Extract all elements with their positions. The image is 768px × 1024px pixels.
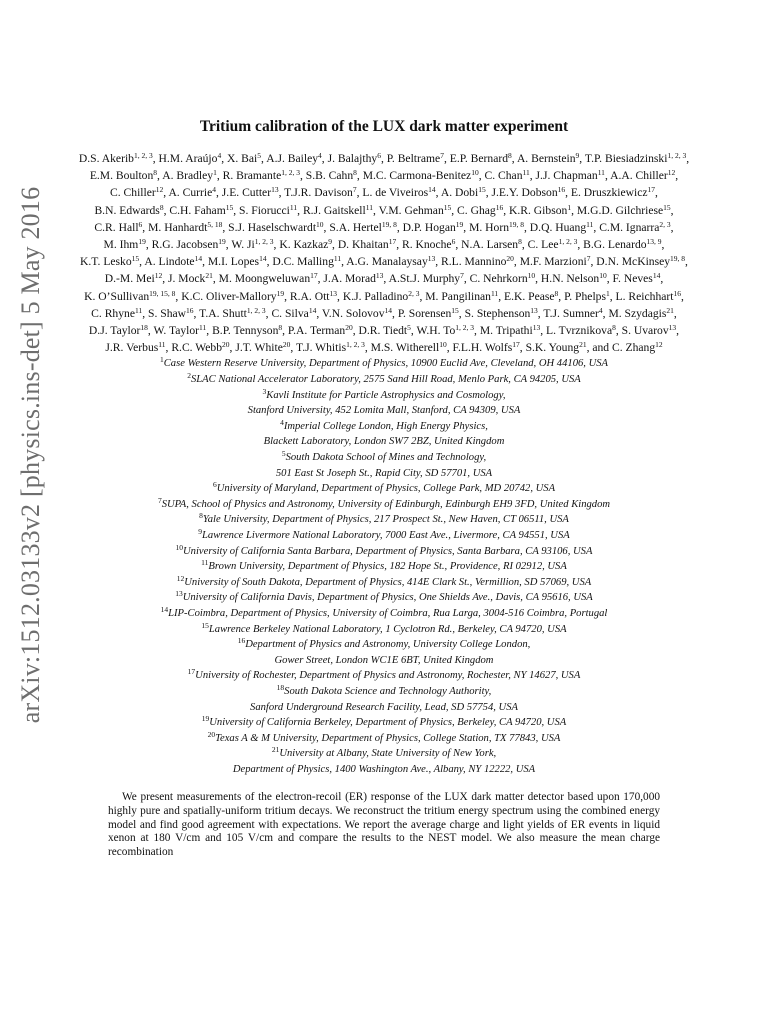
author-name: W. Taylor$^{11}$ (153, 323, 207, 338)
author-affiliation-marker: 4 (318, 151, 322, 160)
author-affiliation-marker: 11 (289, 202, 298, 212)
author-affiliation-marker: 1, 2, 3 (455, 323, 475, 333)
affiliation-text: University of California Davis, Department of Physics, One Shields Ave., Davis, CA 95616, USA (182, 592, 593, 604)
author-affiliation-marker: 12 (154, 271, 163, 281)
affiliation-number: 6 (212, 480, 217, 490)
author-affiliation-marker: 16 (673, 288, 681, 298)
author-name: D.Q. Huang$^{11}$ (529, 219, 594, 234)
author-name: M. Ihm$^{19}$ (103, 237, 146, 252)
author-name: K.J. Palladino$^{2, 3}$ (342, 288, 420, 303)
author-name: J.E. Cutter$^{13}$ (221, 185, 279, 200)
author-affiliation-marker: 16 (495, 202, 504, 212)
author-affiliation-marker: 20 (345, 323, 353, 333)
author-affiliation-marker: 8 (278, 323, 283, 333)
author-affiliation-marker: 1, 2, 3 (346, 340, 365, 350)
author-affiliation-marker: 10 (527, 271, 536, 281)
author-name: C. Silva$^{14}$ (271, 305, 317, 320)
affiliation-line (76, 700, 692, 716)
affiliation-number: 19 (201, 714, 210, 724)
affiliation-line (76, 684, 692, 700)
author-name: A.J. Bailey$^4$ (266, 151, 322, 165)
author-affiliation-marker: 13 (375, 271, 384, 281)
affiliation-text: Yale University, Department of Physics, 217 Prospect St., New Haven, CT 06511, USA (202, 514, 569, 526)
affiliation-line (76, 544, 692, 560)
author-name: K.T. Lesko$^{15}$ (80, 254, 140, 269)
author-name: S.J. Haselschwardt$^{10}$ (228, 219, 324, 234)
author-affiliation-marker: 2, 3 (659, 219, 671, 229)
author-name: H.M. Araújo$^4$ (158, 151, 222, 165)
author-affiliation-marker: 10 (439, 340, 447, 350)
author-name: S. Fiorucci$^{11}$ (239, 202, 298, 217)
author-name: M.F. Marzioni$^7$ (519, 254, 591, 269)
author-affiliation-marker: 5, 18 (207, 219, 223, 229)
author-name: T.J. Whitis$^{1, 2, 3}$ (295, 340, 365, 355)
author-affiliation-marker: 12 (655, 340, 663, 350)
affiliation-text: University of Rochester, Department of Physics and Astronomy, Rochester, NY 14627, USA (195, 670, 581, 682)
author-affiliation-marker: 11 (490, 288, 499, 298)
affiliation-text: SUPA, School of Physics and Astronomy, University of Edinburgh, Edinburgh EH9 3FD, United Kingdom (161, 498, 611, 510)
author-affiliation-marker: 19 (138, 237, 146, 247)
author-affiliation-marker: 19, 8 (381, 219, 397, 229)
affiliation-number: 14 (160, 604, 169, 614)
author-affiliation-marker: 15 (478, 185, 486, 195)
affiliation-text: Sanford Underground Research Facility, Lead, SD 57754, USA (250, 701, 518, 713)
author-affiliation-marker: 9 (575, 151, 580, 160)
affiliation-line (76, 466, 692, 482)
author-name: A. Bradley$^1$ (162, 168, 217, 183)
author-name: A.St.J. Murphy$^7$ (388, 271, 464, 286)
author-affiliation-marker: 8 (554, 288, 559, 298)
affiliation-line (76, 356, 692, 372)
affiliation-line (76, 575, 692, 591)
author-affiliation-marker: 19 (218, 237, 226, 247)
affiliation-text: Department of Physics, 1400 Washington Ave., Albany, NY 12222, USA (232, 763, 536, 775)
affiliation-line (76, 528, 692, 544)
author-name: N.A. Larsen$^8$ (461, 237, 522, 252)
affiliation-text: University of California Santa Barbara, Department of Physics, Santa Barbara, CA 93106, USA (183, 545, 593, 557)
author-name: C. Rhyne$^{11}$ (91, 305, 143, 320)
author-name: M. Pangilinan$^{11}$ (425, 288, 499, 303)
author-name: L. Reichhart$^{16}$ (615, 288, 681, 303)
author-name: A. Lindote$^{14}$ (144, 254, 203, 269)
author-affiliation-marker: 11 (597, 168, 605, 178)
affiliation-line (76, 388, 692, 404)
author-name: E.M. Boulton$^8$ (89, 168, 158, 183)
author-name: E.P. Bernard$^8$ (449, 151, 512, 165)
author-name: E. Druszkiewicz$^{17}$ (570, 185, 656, 200)
affiliation-number: 9 (198, 526, 202, 536)
affiliation-text: Imperial College London, High Energy Physics, (283, 420, 488, 432)
author-name: A. Bernstein$^9$ (516, 151, 580, 165)
affiliation-number: 1 (159, 355, 164, 365)
author-affiliation-marker: 7 (440, 151, 444, 160)
author-name: and C. Zhang$^{12}$ (592, 340, 663, 355)
author-affiliation-marker: 18 (140, 323, 148, 333)
affiliation-text: Department of Physics and Astronomy, University College London, (245, 639, 531, 651)
author-affiliation-marker: 17 (512, 340, 520, 350)
author-name: T.J.R. Davison$^7$ (284, 185, 357, 200)
author-name: T.J. Sumner$^4$ (543, 305, 603, 320)
author-affiliation-marker: 1 (567, 202, 572, 212)
author-name: P. Sorensen$^{15}$ (397, 305, 459, 320)
author-affiliation-marker: 14 (428, 185, 436, 195)
author-affiliation-marker: 15 (131, 254, 140, 264)
author-affiliation-marker: 11 (134, 305, 143, 315)
author-affiliation-marker: 11 (522, 168, 530, 178)
author-affiliation-marker: 15 (451, 305, 459, 315)
author-affiliation-marker: 6 (138, 219, 143, 229)
affiliation-text: Lawrence Berkeley National Laboratory, 1 Cyclotron Rd., Berkeley, CA 94720, USA (208, 623, 567, 635)
author-affiliation-marker: 7 (352, 185, 357, 195)
affiliation-line (76, 512, 692, 528)
affiliation-number: 4 (280, 417, 284, 427)
author-name: R.C. Webb$^{20}$ (171, 340, 230, 355)
author-affiliation-marker: 19, 8 (509, 219, 524, 229)
affiliation-number: 15 (201, 620, 209, 630)
author-affiliation-marker: 14 (384, 305, 393, 315)
author-name: A.A. Chiller$^{12}$ (610, 168, 676, 183)
author-affiliation-marker: 17 (388, 237, 397, 247)
author-name: X. Bai$^5$ (227, 151, 262, 165)
affiliation-number: 20 (207, 729, 216, 739)
author-name: J.T. White$^{20}$ (235, 340, 291, 355)
affiliation-text: Case Western Reserve University, Department of Physics, 10900 Euclid Ave, Cleveland, OH 44106, USA (163, 358, 608, 370)
author-affiliation-marker: 5 (407, 323, 411, 333)
author-affiliation-marker: 19 (455, 219, 464, 229)
author-name: F.L.H. Wolfs$^{17}$ (452, 340, 520, 355)
affiliation-text: Brown University, Department of Physics, 182 Hope St., Providence, RI 02912, USA (208, 561, 567, 573)
author-name: L. Tvrznikova$^8$ (545, 323, 616, 338)
author-affiliation-marker: 8 (353, 168, 357, 178)
author-affiliation-marker: 12 (155, 185, 164, 195)
author-affiliation-marker: 13 (329, 288, 338, 298)
author-name: C. Chan$^{11}$ (484, 168, 530, 183)
author-name: A.G. Manalaysay$^{13}$ (346, 254, 436, 269)
affiliation-text: SLAC National Accelerator Laboratory, 2575 Sand Hill Road, Menlo Park, CA 94205, USA (190, 374, 581, 386)
author-name: J. Mock$^{21}$ (168, 271, 213, 286)
affiliation-number: 8 (199, 511, 203, 521)
author-affiliation-marker: 16 (186, 305, 194, 315)
author-affiliation-marker: 10 (471, 168, 479, 178)
author-affiliation-marker: 8 (612, 323, 616, 333)
author-affiliation-marker: 15 (443, 202, 452, 212)
author-affiliation-marker: 19, 8 (670, 254, 686, 264)
author-name: D.-M. Mei$^{12}$ (104, 271, 163, 286)
arxiv-stamp (12, 186, 50, 724)
author-name: S. Stephenson$^{13}$ (464, 305, 538, 320)
author-name: E.K. Pease$^8$ (503, 288, 559, 303)
affiliation-list (76, 356, 692, 777)
affiliation-line (76, 497, 692, 513)
author-affiliation-marker: 11 (199, 323, 207, 333)
affiliation-number: 7 (157, 495, 162, 505)
affiliation-text: University of Maryland, Department of Physics, College Park, MD 20742, USA (216, 483, 556, 495)
author-name: D.N. McKinsey$^{19, 8}$ (596, 254, 686, 269)
author-name: J.J. Chapman$^{11}$ (535, 168, 605, 183)
author-list: D.S. Akerib$^{1, 2, 3}$, H.M. Araújo$^4$, X. Bai$^5$, A.J. Bailey$^4$, J. Balajthy$^6$, P. Beltrame$^7$, E.P. Bernard$^8$, A. Bernstein$^9$, T.P. Biesiadzinski$^{1, 2, 3}$, E.M. Boulton$^8$, A. Bradley$^1$, R. Bramante$^{1, 2, 3}$, S.B. Cahn$^8$, M.C. Carmona-Benitez$^{10}$, C. Chan$^{11}$, J.J. Chapman$^{11}$, A.A. Chiller$^{12}$, C. Chiller$^{12}$, A. Currie$^4$, J.E. Cutter$^{13}$, T.J.R. Davison$^7$, L. de Viveiros$^{14}$, A. Dobi$^{15}$, J.E.Y. Dobson$^{16}$, E. Druszkiewicz$^{17}$, B.N. Edwards$^8$, C.H. Faham$^{15}$, S. Fiorucci$^{11}$, R.J. Gaitskell$^{11}$, V.M. Gehman$^{15}$, C. Ghag$^{16}$, K.R. Gibson$^1$, M.G.D. Gilchriese$^{15}$, C.R. Hall$^6$, M. Hanhardt$^{5, 18}$, S.J. Haselschwardt$^{10}$, S.A. Hertel$^{19, 8}$, D.P. Hogan$^{19}$, M. Horn$^{19, 8}$, D.Q. Huang$^{11}$, C.M. Ignarra$^{2, 3}$, M. Ihm$^{19}$, R.G. Jacobsen$^{19}$, W. Ji$^{1, 2, 3}$, K. Kazkaz$^9$, D. Khaitan$^{17}$, R. Knoche$^6$, N.A. Larsen$^8$, C. Lee$^{1, 2, 3}$, B.G. Lenardo$^{13, 9}$, K.T. Lesko$^{15}$, A. Lindote$^{14}$, M.I. Lopes$^{14}$, D.C. Malling$^{11}$, A.G. Manalaysay$^{13}$, R.L. Mannino$^{20}$, M.F. Marzioni$^7$, D.N. McKinsey$^{19, 8}$, D.-M. Mei$^{12}$, J. Mock$^{21}$, M. Moongweluwan$^{17}$, J.A. Morad$^{13}$, A.St.J. Murphy$^7$, C. Nehrkorn$^{10}$, H.N. Nelson$^{10}$, F. Neves$^{14}$, K. O’Sullivan$^{19, 15, 8}$, K.C. Oliver-Mallory$^{19}$, R.A. Ott$^{13}$, K.J. Palladino$^{2, 3}$, M. Pangilinan$^{11}$, E.K. Pease$^8$, P. Phelps$^1$, L. Reichhart$^{16}$, C. Rhyne$^{11}$, S. Shaw$^{16}$, T.A. Shutt$^{1, 2, 3}$, C. Silva$^{14}$, V.N. Solovov$^{14}$, P. Sorensen$^{15}$, S. Stephenson$^{13}$, T.J. Sumner$^4$, M. Szydagis$^{21}$, D.J. Taylor$^{18}$, W. Taylor$^{11}$, B.P. Tennyson$^8$, P.A. Terman$^{20}$, D.R. Tiedt$^5$, W.H. To$^{1, 2, 3}$, M. Tripathi$^{13}$, L. Tvrznikova$^8$, S. Uvarov$^{13}$, J.R. Verbus$^{11}$, R.C. Webb$^{20}$, J.T. White$^{20}$, T.J. Whitis$^{1, 2, 3}$, M.S. Witherell$^{10}$, F.L.H. Wolfs$^{17}$, S.K. Young$^{21}$, and C. Zhang$^{12}$ (78, 151, 690, 355)
author-name: C. Chiller$^{12}$ (110, 185, 164, 200)
author-name: D.R. Tiedt$^5$ (358, 323, 411, 338)
affiliation-number: 18 (276, 682, 285, 692)
author-affiliation-marker: 13 (427, 254, 436, 264)
author-name: P. Phelps$^1$ (564, 288, 610, 303)
author-name: C.R. Hall$^6$ (94, 219, 143, 234)
paper-title: Tritium calibration of the LUX dark matter experiment (199, 118, 569, 135)
author-name: P.A. Terman$^{20}$ (287, 323, 353, 338)
author-affiliation-marker: 21 (579, 340, 587, 350)
affiliation-number: 5 (281, 449, 286, 458)
author-affiliation-marker: 4 (212, 185, 216, 195)
author-affiliation-marker: 7 (586, 254, 591, 264)
author-name: V.N. Solovov$^{14}$ (321, 305, 393, 320)
affiliation-text: Kavli Institute for Particle Astrophysics and Cosmology, (266, 389, 506, 401)
author-name: M. Horn$^{19, 8}$ (469, 219, 524, 234)
affiliation-text: University at Albany, State University of New York, (279, 748, 497, 760)
author-name: J. Balajthy$^6$ (327, 151, 381, 165)
author-affiliation-marker: 14 (652, 271, 661, 281)
author-affiliation-marker: 13 (271, 185, 279, 195)
author-name: C. Nehrkorn$^{10}$ (469, 271, 536, 286)
author-affiliation-marker: 1, 2, 3 (667, 151, 687, 160)
author-affiliation-marker: 2, 3 (408, 288, 420, 298)
author-affiliation-marker: 1, 2, 3 (281, 168, 300, 178)
author-name: R.J. Gaitskell$^{11}$ (302, 202, 373, 217)
affiliation-line (76, 590, 692, 606)
affiliation-number: 12 (176, 573, 185, 583)
author-name: D.C. Malling$^{11}$ (272, 254, 342, 269)
affiliation-line (76, 481, 692, 497)
author-affiliation-marker: 13 (668, 323, 677, 333)
author-name: D.J. Taylor$^{18}$ (88, 323, 148, 338)
affiliation-number: 2 (187, 371, 191, 381)
affiliation-text: Lawrence Livermore National Laboratory, 7000 East Ave., Livermore, CA 94551, USA (202, 529, 570, 541)
author-affiliation-marker: 10 (599, 271, 607, 281)
affiliation-line (76, 372, 692, 388)
author-name: R. Knoche$^6$ (401, 237, 456, 252)
author-affiliation-marker: 9 (328, 237, 333, 247)
author-name: M.I. Lopes$^{14}$ (207, 254, 267, 269)
author-affiliation-marker: 14 (194, 254, 203, 264)
author-name: M.C. Carmona-Benitez$^{10}$ (362, 168, 479, 183)
affiliation-number: 21 (271, 745, 280, 755)
affiliation-text: South Dakota Science and Technology Authority, (284, 685, 492, 697)
affiliation-line (76, 559, 692, 575)
author-affiliation-marker: 14 (308, 305, 317, 315)
author-name: K. Kazkaz$^9$ (279, 237, 333, 252)
affiliation-line (76, 450, 692, 466)
author-name: R.G. Jacobsen$^{19}$ (151, 237, 226, 252)
author-affiliation-marker: 11 (333, 254, 342, 264)
affiliation-number: 17 (187, 667, 196, 677)
author-affiliation-marker: 21 (666, 305, 674, 315)
author-affiliation-marker: 10 (316, 219, 324, 229)
author-affiliation-marker: 8 (159, 202, 164, 212)
author-name: C. Lee$^{1, 2, 3}$ (527, 237, 578, 252)
author-affiliation-marker: 4 (217, 151, 222, 160)
author-affiliation-marker: 1, 2, 3 (254, 237, 274, 247)
affiliation-number: 10 (175, 542, 184, 552)
author-name: J.E.Y. Dobson$^{16}$ (491, 185, 566, 200)
affiliation-line (76, 622, 692, 638)
author-name: B.G. Lenardo$^{13, 9}$ (583, 237, 662, 252)
affiliation-line (76, 653, 692, 669)
author-name: A. Currie$^4$ (168, 185, 216, 200)
author-affiliation-marker: 1 (605, 288, 610, 298)
affiliation-line (76, 434, 692, 450)
affiliation-line (76, 637, 692, 653)
affiliation-line (76, 403, 692, 419)
affiliation-number: 13 (175, 589, 183, 599)
author-name: C.H. Faham$^{15}$ (169, 202, 234, 217)
author-affiliation-marker: 14 (259, 254, 267, 264)
author-affiliation-marker: 17 (310, 271, 318, 281)
author-name: M. Szydagis$^{21}$ (608, 305, 674, 320)
author-name: M.S. Witherell$^{10}$ (370, 340, 447, 355)
affiliation-line (76, 746, 692, 762)
author-name: J.R. Verbus$^{11}$ (105, 340, 166, 355)
author-affiliation-marker: 1, 2, 3 (558, 237, 578, 247)
author-affiliation-marker: 7 (460, 271, 464, 281)
author-name: P. Beltrame$^7$ (386, 151, 444, 165)
author-name: H.N. Nelson$^{10}$ (540, 271, 607, 286)
author-name: V.M. Gehman$^{15}$ (378, 202, 452, 217)
author-affiliation-marker: 20 (506, 254, 514, 264)
author-affiliation-marker: 21 (205, 271, 213, 281)
author-affiliation-marker: 20 (222, 340, 230, 350)
affiliation-text: Texas A & M University, Department of Physics, College Station, TX 77843, USA (215, 732, 561, 744)
author-name: A. Dobi$^{15}$ (440, 185, 486, 200)
author-affiliation-marker: 1 (213, 168, 217, 178)
affiliation-number: 3 (262, 386, 267, 396)
author-affiliation-marker: 20 (282, 340, 291, 350)
author-name: F. Neves$^{14}$ (612, 271, 661, 286)
author-affiliation-marker: 11 (158, 340, 166, 350)
author-affiliation-marker: 13 (532, 323, 541, 333)
author-name: T.A. Shutt$^{1, 2, 3}$ (199, 305, 266, 320)
author-name: K. O’Sullivan$^{19, 15, 8}$ (84, 288, 176, 303)
author-name: D. Khaitan$^{17}$ (337, 237, 397, 252)
affiliation-number: 11 (201, 558, 209, 568)
author-affiliation-marker: 1, 2, 3 (246, 305, 266, 315)
author-name: D.P. Hogan$^{19}$ (402, 219, 464, 234)
author-affiliation-marker: 8 (518, 237, 522, 247)
author-name: R.L. Mannino$^{20}$ (441, 254, 514, 269)
author-name: S.A. Hertel$^{19, 8}$ (329, 219, 397, 234)
author-affiliation-marker: 15 (225, 202, 234, 212)
author-affiliation-marker: 16 (557, 185, 566, 195)
author-affiliation-marker: 8 (508, 151, 512, 160)
affiliation-text: South Dakota School of Mines and Technology, (285, 452, 487, 463)
author-name: R. Bramante$^{1, 2, 3}$ (222, 168, 300, 183)
author-name: S.B. Cahn$^8$ (305, 168, 357, 183)
author-affiliation-marker: 19 (276, 288, 285, 298)
author-name: S. Uvarov$^{13}$ (621, 323, 677, 338)
author-name: W. Ji$^{1, 2, 3}$ (231, 237, 274, 252)
affiliation-line (76, 762, 692, 778)
author-name: S.K. Young$^{21}$ (525, 340, 587, 355)
author-name: M. Hanhardt$^{5, 18}$ (148, 219, 223, 234)
author-name: K.R. Gibson$^1$ (509, 202, 572, 217)
affiliation-line (76, 668, 692, 684)
affiliation-text: Gower Street, London WC1E 6BT, United Kingdom (274, 654, 494, 666)
affiliation-text: Blackett Laboratory, London SW7 2BZ, United Kingdom (263, 436, 505, 448)
author-affiliation-marker: 17 (647, 185, 656, 195)
author-affiliation-marker: 11 (365, 202, 373, 212)
affiliation-number: 16 (237, 636, 246, 646)
author-name: M. Tripathi$^{13}$ (479, 323, 541, 338)
author-affiliation-marker: 13, 9 (646, 237, 662, 247)
author-affiliation-marker: 4 (598, 305, 603, 315)
author-name: B.N. Edwards$^8$ (94, 202, 164, 217)
author-affiliation-marker: 6 (377, 151, 381, 160)
author-affiliation-marker: 13 (530, 305, 538, 315)
author-name: W.H. To$^{1, 2, 3}$ (416, 323, 475, 338)
affiliation-line (76, 715, 692, 731)
author-name: L. de Viveiros$^{14}$ (362, 185, 436, 200)
author-name: J.A. Morad$^{13}$ (323, 271, 384, 286)
author-name: C.M. Ignarra$^{2, 3}$ (599, 219, 671, 234)
affiliation-text: 501 East St Joseph St., Rapid City, SD 57701, USA (275, 467, 493, 479)
affiliation-line (76, 606, 692, 622)
author-name: S. Shaw$^{16}$ (148, 305, 194, 320)
paper-page (76, 118, 692, 859)
author-affiliation-marker: 15 (663, 202, 671, 212)
author-affiliation-marker: 1, 2, 3 (133, 151, 153, 160)
author-name: M. Moongweluwan$^{17}$ (218, 271, 318, 286)
affiliation-line (76, 731, 692, 747)
author-name: D.S. Akerib$^{1, 2, 3}$ (78, 151, 153, 165)
author-affiliation-marker: 11 (586, 219, 594, 229)
author-affiliation-marker: 6 (451, 237, 456, 247)
arxiv-stamp-text: arXiv:1512.03133v2 [physics.ins-det] 5 May 2016 (16, 186, 45, 724)
abstract: We present measurements of the electron-recoil (ER) response of the LUX dark matter detector based upon 170,000 highly pure and spatially-uniform tritium decays. We reconstruct the tritium energy spectrum using the combined energy model and find good agreement with expectations. We report the average charge and light yields of ER events in liquid xenon at 180 V/cm and 105 V/cm and compare the results to the NEST model. We also measure the mean charge recombination (108, 791, 660, 858)
author-affiliation-marker: 19, 15, 8 (149, 288, 176, 298)
author-affiliation-marker: 12 (667, 168, 676, 178)
author-name: M.G.D. Gilchriese$^{15}$ (576, 202, 671, 217)
affiliation-text: University of South Dakota, Department of Physics, 414E Clark St., Vermillion, SD 57069, USA (184, 576, 592, 588)
affiliation-text: LIP-Coimbra, Department of Physics, University of Coimbra, Rua Larga, 3004-516 Coimbra, Portugal (168, 607, 608, 619)
affiliation-text: Stanford University, 452 Lomita Mall, Stanford, CA 94309, USA (247, 405, 521, 417)
author-affiliation-marker: 8 (153, 168, 158, 178)
author-affiliation-marker: 5 (257, 151, 262, 160)
affiliation-line (76, 419, 692, 435)
author-name: T.P. Biesiadzinski$^{1, 2, 3}$ (584, 151, 687, 165)
author-name: R.A. Ott$^{13}$ (289, 288, 338, 303)
author-name: B.P. Tennyson$^8$ (212, 323, 283, 338)
affiliation-text: University of California Berkeley, Department of Physics, Berkeley, CA 94720, USA (209, 717, 567, 729)
author-name: K.C. Oliver-Mallory$^{19}$ (181, 288, 285, 303)
author-name: C. Ghag$^{16}$ (457, 202, 504, 217)
